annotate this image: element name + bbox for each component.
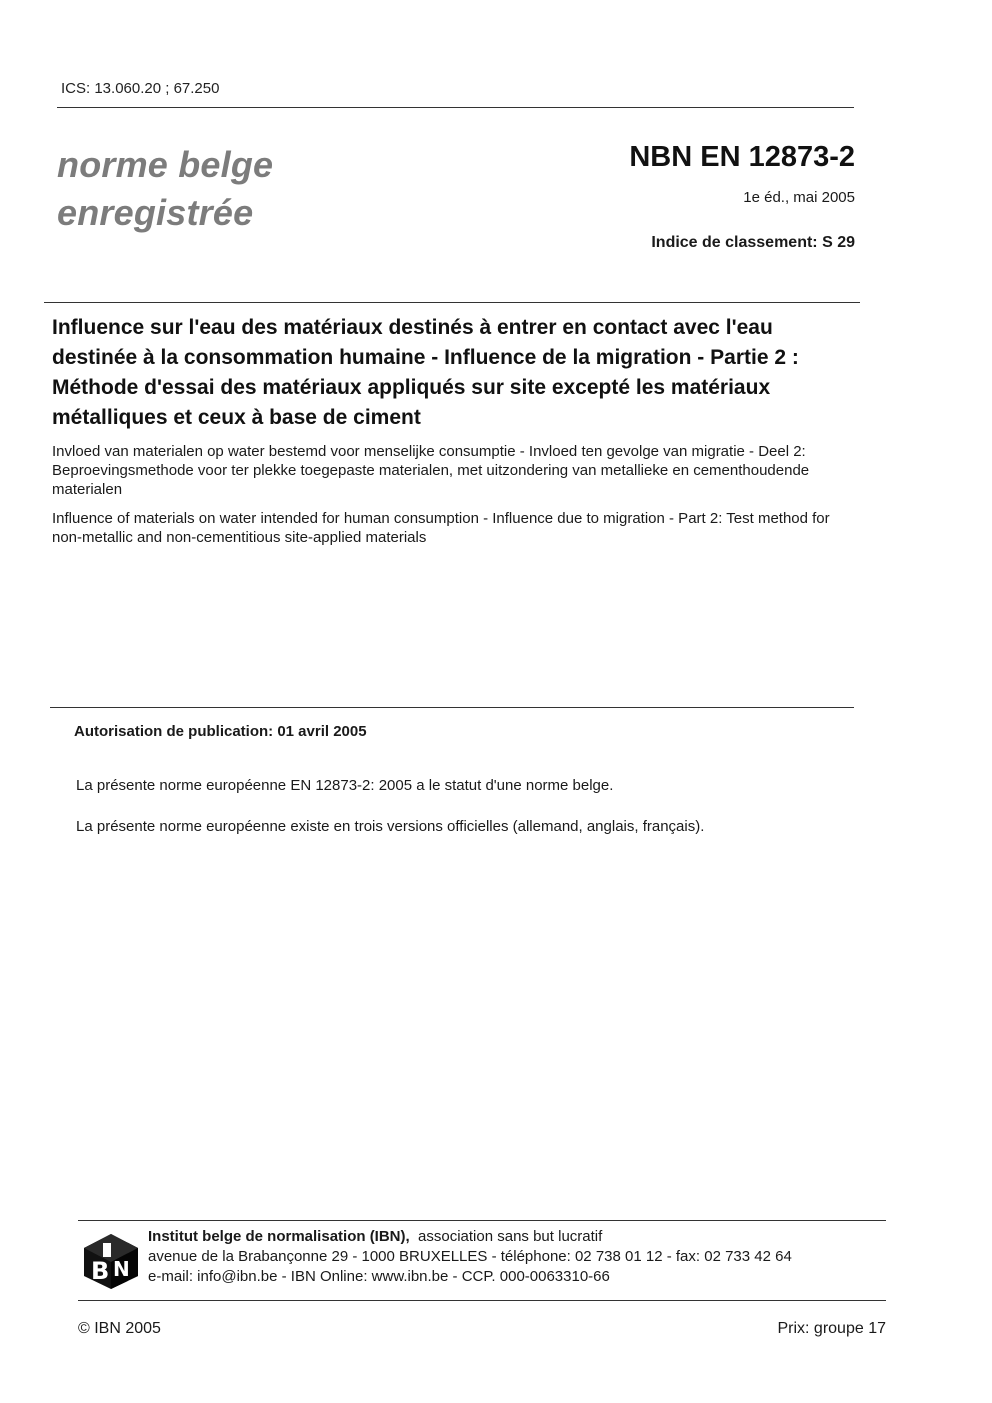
institute-block [148,1227,792,1287]
title-divider [44,302,860,303]
publication-authorization: Autorisation de publication: 01 avril 2005 [74,723,367,740]
status-paragraph: La présente norme européenne EN 12873-2: 2005 a le statut d'une norme belge. [76,777,614,794]
title-dutch: Invloed van materialen op water bestemd voor menselijke consumptie - Invloed ten gevolge van migratie - Deel 2: Beproevingsmethode voor ter plekke toegepaste materialen, met uitzondering van metallieke en cementhoudende materialen [52,443,810,498]
classification-index: Indice de classement: S 29 [651,234,855,251]
brand-line-2: enregistrée [57,192,254,233]
standard-code: NBN EN 12873-2 [629,141,855,173]
svg-text:N: N [113,1257,130,1281]
institute-contact: e-mail: info@ibn.be - IBN Online: www.ibn.be - CCP. 000-0063310-66 [148,1268,610,1285]
brand-title [57,141,273,237]
publication-divider [50,707,854,708]
svg-text:B: B [91,1257,110,1285]
top-divider [57,107,854,108]
price-group: Prix: groupe 17 [777,1320,886,1337]
institute-name: Institut belge de normalisation (IBN), [148,1228,410,1245]
footer-bottom-divider [78,1300,886,1301]
title-english: Influence of materials on water intended for human consumption - Influence due to migration - Part 2: Test method for non-metallic and non-cementitious site-applied materials [52,510,830,546]
title-french: Influence sur l'eau des matériaux destinés à entrer en contact avec l'eau destinée à la consommation humaine - Influence de la migration - Partie 2 : Méthode d'essai des matériaux appliqués sur site excepté les matériaux métalliques et ceux à base de ciment [52,316,799,429]
institute-type: association sans but lucratif [418,1228,603,1245]
institute-address: avenue de la Brabançonne 29 - 1000 BRUXELLES - téléphone: 02 738 01 12 - fax: 02 733 42 64 [148,1248,792,1265]
institute-heading [148,1227,792,1247]
ics-code: ICS: 13.060.20 ; 67.250 [61,80,220,97]
copyright: © IBN 2005 [78,1320,161,1337]
brand-line-1: norme belge [57,144,274,185]
edition-date: 1e éd., mai 2005 [743,189,855,206]
ibn-logo-icon [82,1232,140,1290]
versions-paragraph: La présente norme européenne existe en trois versions officielles (allemand, anglais, français). [76,818,705,835]
footer-top-divider [78,1220,886,1221]
